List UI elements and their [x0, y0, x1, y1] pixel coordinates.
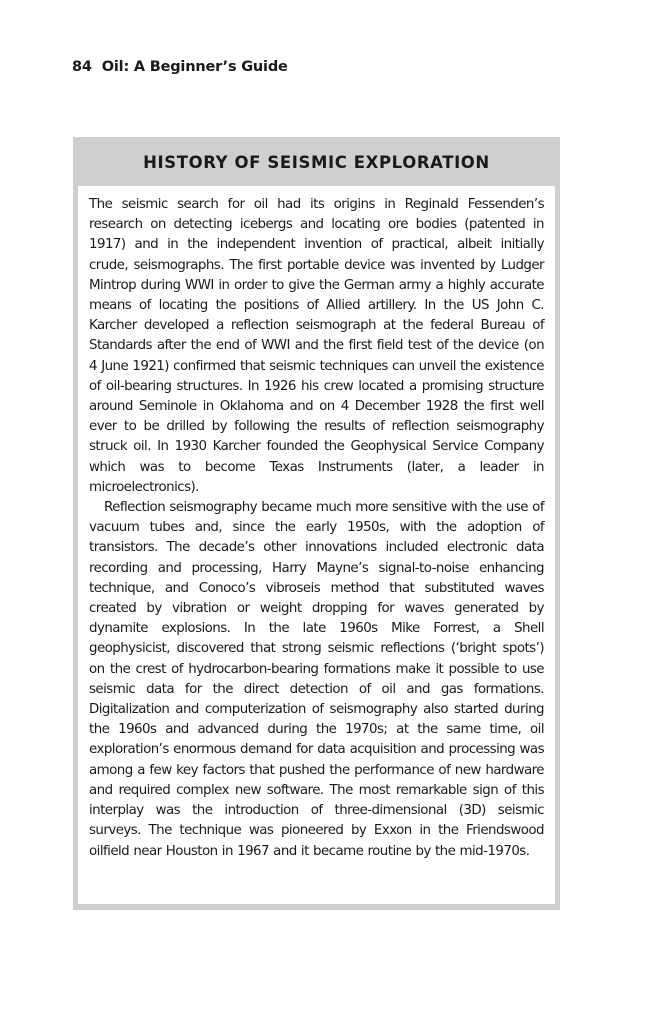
book-title: Oil: A Beginner’s Guide — [101, 59, 288, 75]
paragraph-1: The seismic search for oil had its origins in Reginald Fessenden’s research on detecting icebergs and locating ore bodies (patented in 1917) and in the independent invention of practical, albeit initially crude, seismographs. The first portable device was invented by Ludger Mintrop during WWI in order to give the German army a highly accurate means of locating the positions of Allied artillery. In the US John C. Karcher developed a reflection seismograph at the federal Bureau of Standards after the end of WWI and the first field test of the device (on 4 June 1921) confirmed that seismic techniques can unveil the existence of oil-bearing structures. In 1926 his crew located a promising structure around Seminole in Oklahoma and on 4 December 1928 the first well ever to be drilled by following the results of reflection seismography struck oil. In 1930 Karcher founded the Geophysical Service Company which was to become Texas Instruments (later, a leader in microelectronics). — [89, 197, 544, 495]
sidebar-body — [78, 186, 555, 904]
sidebar-box — [73, 137, 560, 910]
paragraph-2: Reflection seismography became much more sensitive with the use of vacuum tubes and, since the early 1950s, with the adoption of transistors. The decade’s other innovations included electronic data recording and processing, Harry Mayne’s signal-to-noise enhancing technique, and Conoco’s vibroseis method that substituted waves created by vibration or weight dropping for waves generated by dynamite explosions. In the late 1960s Mike Forrest, a Shell geophysicist, discovered that strong seismic reflections (‘bright spots’) on the crest of hydrocarbon-bearing formations make it possible to use seismic data for the direct detection of oil and gas formations. Digitalization and computerization of seismography also started during the 1960s and advanced during the 1970s; at the same time, oil exploration’s enormous demand for data acquisition and processing was among a few key factors that pushed the performance of new hardware and required complex new software. The most remarkable sign of this interplay was the introduction of three-dimensional (3D) seismic surveys. The technique was pioneered by Exxon in the Friendswood oilfield near Houston in 1967 and it became routine by the mid-1970s. — [89, 500, 544, 859]
sidebar-title: HISTORY OF SEISMIC EXPLORATION — [143, 153, 490, 172]
page-number: 84 — [72, 59, 92, 75]
running-header — [72, 59, 288, 75]
